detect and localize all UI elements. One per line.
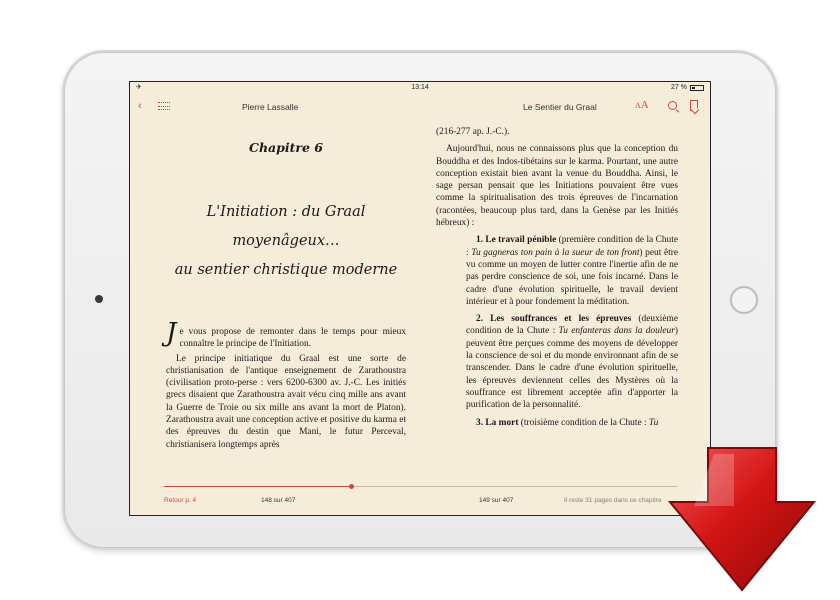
left-page (166, 126, 406, 476)
list-item-title: 2. Les souffrances et les épreuves (476, 314, 632, 325)
battery-status (671, 84, 704, 91)
chapter-title (166, 198, 406, 285)
book-author: Pierre Lassalle (242, 102, 299, 112)
list-item-title: 1. Le travail pénible (476, 235, 557, 246)
list-item (436, 417, 678, 429)
status-time: 13:14 (411, 84, 429, 91)
list-item-quote: Tu (648, 417, 659, 428)
drop-cap: J (166, 318, 177, 348)
list-item (436, 234, 678, 308)
list-item-text: ) peut être vu comme un moyen de lutter contre l'inertie afin de ne pas perdre conscience de soi, une fois incarné. Dans le cadre d'une évolution spirituelle, le travail devient intérieur et à pour fondement la méditation. (466, 247, 679, 307)
paragraph: Le principe initiatique du Graal est une sorte de christianisation de l'antique enseignement de Zarathoustra (civilisation proto-perse : vers 6200-6300 av. J.-C. Les initiés grecs disaient que Zarathoustra avait vécu cinq mille ans avant la Guerre de Troie ou six mille ans avant la mort de Platon). Zarathoustra avait une conception active et positive du karma et des épreuves du destin que Mani, le futur Perceval, christianisera longtemps après (166, 353, 406, 450)
font-size-icon[interactable]: AA (635, 99, 649, 111)
left-page-number: 148 sur 407 (261, 497, 296, 504)
pages-left-in-chapter: Il reste 31 pages dans ce chapitre (564, 497, 662, 504)
back-chevron-icon[interactable]: ‹ (138, 100, 142, 112)
paragraph (166, 318, 406, 351)
list-item-text: (deuxième condition de la Chute : (466, 314, 678, 337)
right-page-number: 149 sur 407 (479, 497, 514, 504)
search-icon[interactable] (668, 101, 677, 110)
list-item-quote: Tu enfanteras dans la douleur (558, 326, 675, 337)
battery-percent: 27 % (671, 84, 687, 91)
right-page (436, 126, 678, 476)
chapter-title-line: L'Initiation : du Graal (206, 204, 366, 220)
list-item-quote: Tu gagneras ton pain à la sueur de ton front (471, 247, 640, 258)
chapter-title-line: moyenâgeux… (232, 233, 340, 249)
paragraph-text: e vous propose de remonter dans le temps pour mieux connaître le principe de l'Initiation. (179, 327, 406, 350)
return-to-page-link[interactable]: Retour p. 4 (164, 497, 197, 504)
bookmark-icon[interactable] (690, 100, 698, 111)
reader-footer (130, 482, 710, 512)
left-page-text (166, 318, 406, 451)
status-bar (130, 82, 710, 94)
list-item-text: (première condition de la Chute : (466, 235, 678, 258)
chapter-title-line: au sentier christique moderne (174, 262, 398, 278)
list-item-title: 3. La mort (476, 417, 519, 428)
list-item-text: ) peuvent être perçues comme des moyens de développer la conscience de soi et du monde environnant afin de se transcender. Dans le cadre d'une évolution spirituelle, les épreuves deviennent celles des Mystères où la souffrance est librement acceptée afin d'apporter la purification de la personnalité. (466, 326, 678, 411)
paragraph: (216-277 ap. J.-C.). (436, 127, 510, 137)
home-button[interactable] (730, 286, 758, 314)
table-of-contents-icon[interactable] (158, 102, 170, 110)
chapter-label: Chapitre 6 (249, 140, 323, 155)
book-title: Le Sentier du Graal (523, 102, 597, 112)
reader-toolbar (130, 96, 710, 116)
download-arrow-icon (664, 440, 820, 596)
paragraph: Aujourd'hui, nous ne connaissons plus que la conception du Bouddha et des Indos-tibétains sur le karma. Pourtant, une autre conception existait bien avant la venue du Bouddha. Ainsi, le sage persan pensait que les Initiations pouvaient être vues comme la spiritualisation des trois épreuves de l'incarnation (racontées, beaucoup plus tard, dans la Genèse par les Initiés hébreux) : (436, 144, 678, 229)
page-scrubber-handle[interactable] (349, 484, 354, 489)
list-item-text: (troisième condition de la Chute : (518, 417, 649, 428)
camera-lens (95, 295, 103, 303)
battery-icon (690, 85, 704, 91)
list-item (436, 313, 678, 411)
airplane-icon: ✈ (136, 84, 142, 91)
ibooks-screen (129, 81, 711, 516)
page-scrubber-fill (164, 486, 351, 487)
